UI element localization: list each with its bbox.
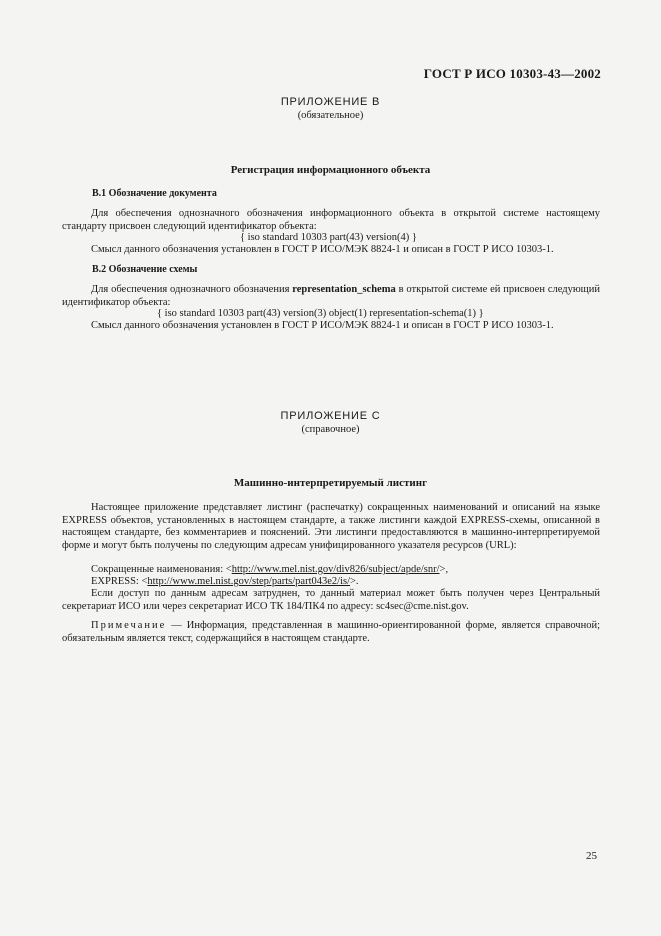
document-code: ГОСТ Р ИСО 10303-43—2002 <box>423 66 601 81</box>
section-b1-heading: В.1 Обозначение документа <box>92 188 217 199</box>
section-b1-identifier: { iso standard 10303 part(43) version(4) } <box>240 232 417 243</box>
appendix-c-subtitle: (справочное) <box>301 424 360 435</box>
appendix-c-heading: Машинно-интерпретируемый листинг <box>233 477 428 489</box>
appendix-c-paragraph: Настоящее приложение представляет листинг (распечатку) сокращенных наименований и описаний на языке EXPRESS объектов, установленных в настоящем стандарте, а также листинги каждой EXPRESS-схемы, описанной в настоящем стандарте, без комментариев и пояснений. Эти листинги предоставляются в машинно-интерпретируемой форме и могут быть получены по следующим адресам унифицированного указателя ресурсов (URL): <box>62 502 600 551</box>
note-label: Примечание <box>91 620 167 631</box>
section-b2-paragraph: Для обеспечения однозначного обозначения representation_schema в открытой системе ей присвоен следующий идентификатор объекта: <box>62 284 601 308</box>
short-names-line: Сокращенные наименования: <http://www.mel.nist.gov/div826/subject/apde/snr/>, <box>91 564 449 575</box>
appendix-b-heading: Регистрация информационного объекта <box>230 164 431 176</box>
appendix-c-note: Примечание — Информация, представленная в машинно-ориентированной форме, является справочной; обязательным является текст, содержащийся в настоящем стандарте. <box>62 620 600 644</box>
short-names-link[interactable]: http://www.mel.nist.gov/div826/subject/apde/snr/ <box>231 564 440 575</box>
section-b2-heading: В.2 Обозначение схемы <box>92 264 198 275</box>
appendix-b-subtitle: (обязательное) <box>297 110 364 121</box>
section-b2-meaning: Смысл данного обозначения установлен в ГОСТ Р ИСО/МЭК 8824-1 и описан в ГОСТ Р ИСО 10303-1. <box>91 320 554 331</box>
appendix-c-access-paragraph: Если доступ по данным адресам затруднен, то данный материал может быть получен через Центральный секретариат ИСО или через секретариат ИСО ТК 184/ПК4 по адресу: sc4sec@cme.nist.gov. <box>62 588 600 612</box>
section-b1-paragraph: Для обеспечения однозначного обозначения информационного объекта в открытой системе настоящему стандарту присвоен следующий идентификатор объекта: <box>62 208 600 232</box>
appendix-b-title: ПРИЛОЖЕНИЕ В <box>280 96 381 108</box>
page-number: 25 <box>586 850 597 862</box>
section-b2-identifier: { iso standard 10303 part(43) version(3) object(1) representation-schema(1) } <box>157 308 484 319</box>
schema-name: representation_schema <box>292 284 396 295</box>
express-link[interactable]: http://www.mel.nist.gov/step/parts/part043e2/is/ <box>147 576 350 587</box>
section-b1-meaning: Смысл данного обозначения установлен в ГОСТ Р ИСО/МЭК 8824-1 и описан в ГОСТ Р ИСО 10303-1. <box>91 244 554 255</box>
appendix-c-title: ПРИЛОЖЕНИЕ С <box>280 410 381 422</box>
express-line: EXPRESS: <http://www.mel.nist.gov/step/parts/part043e2/is/>. <box>91 576 359 587</box>
